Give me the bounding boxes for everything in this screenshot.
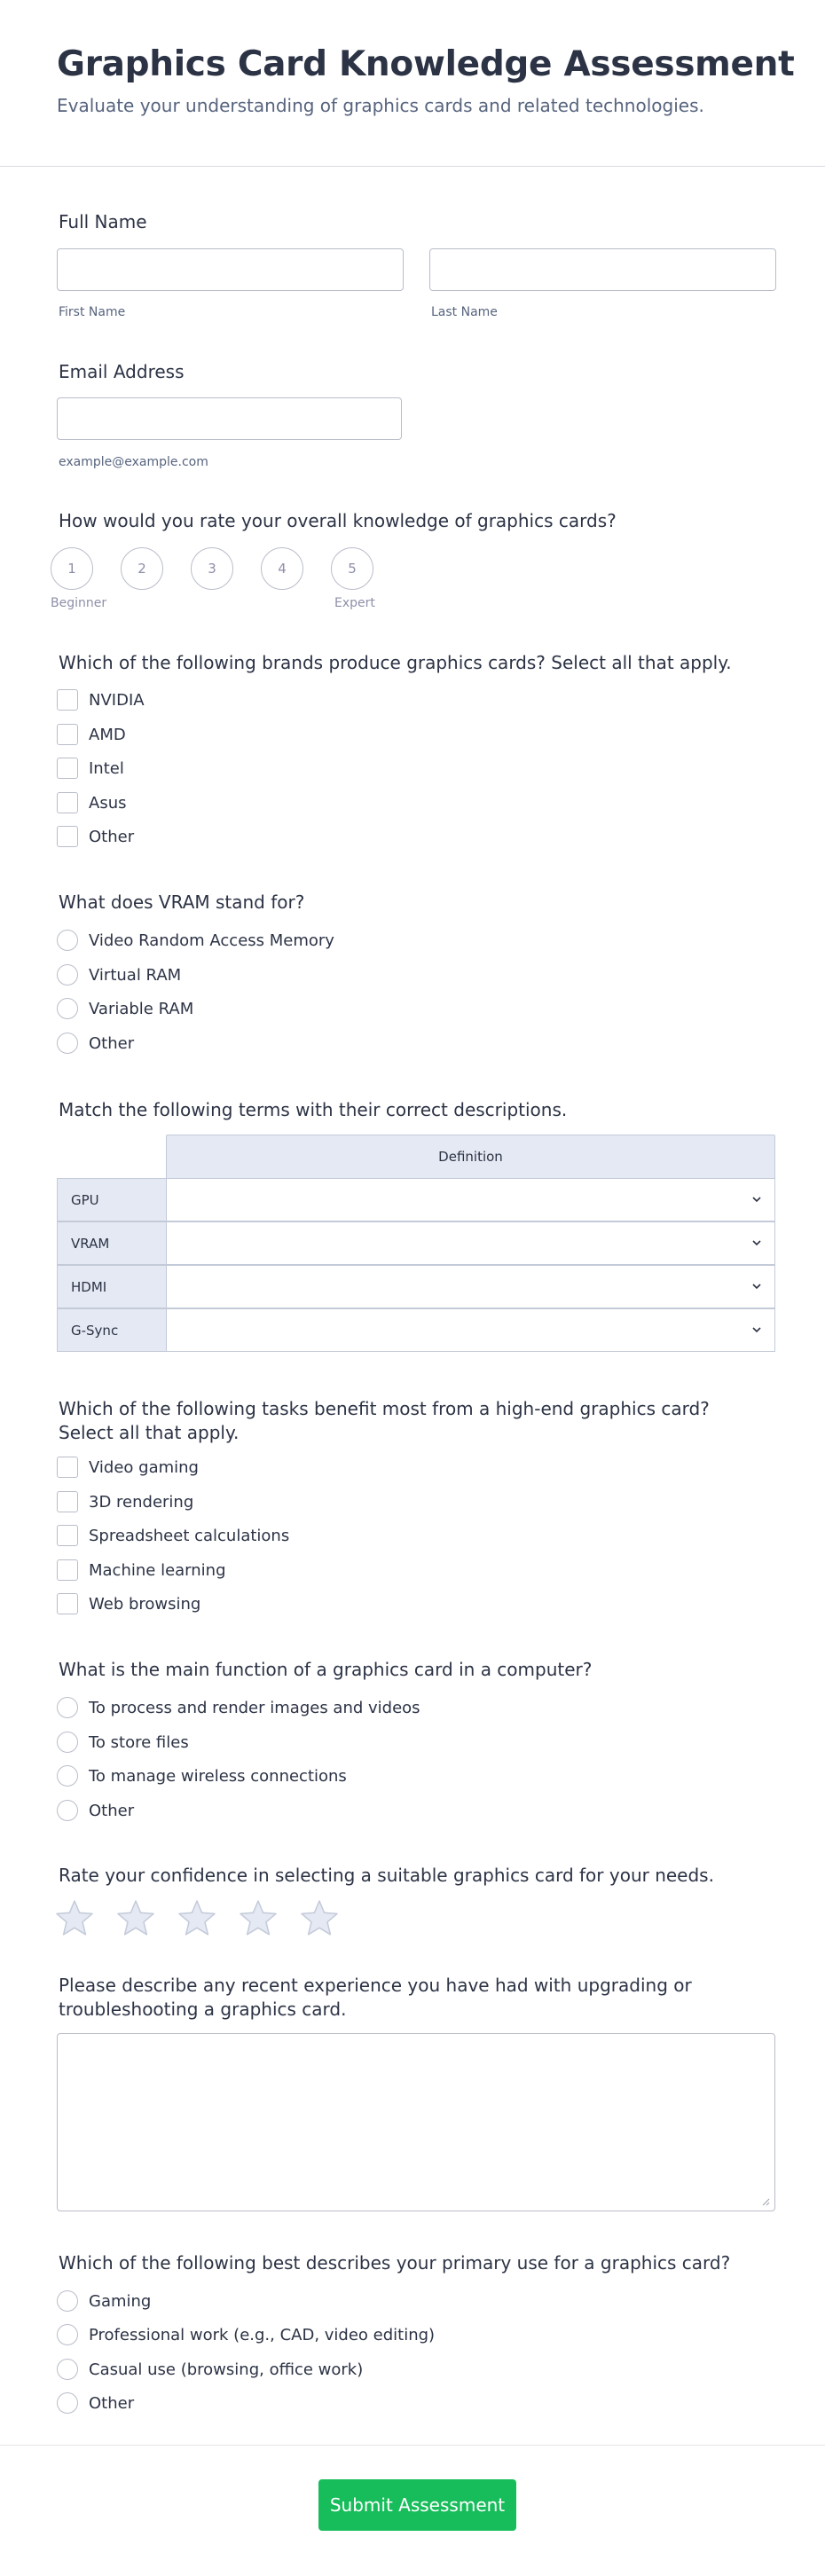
function-option-3[interactable]: To manage wireless connections bbox=[57, 1764, 347, 1787]
radio-button[interactable] bbox=[57, 964, 78, 986]
radio-button[interactable] bbox=[57, 1732, 78, 1753]
vram-option-4[interactable]: Other bbox=[57, 1032, 134, 1055]
experience-question: Please describe any recent experience you have had with upgrading or troubleshooting a graphics card. bbox=[59, 1975, 692, 2020]
tasks-question: Which of the following tasks benefit most from a high-end graphics card? Select all that apply. bbox=[59, 1398, 710, 1443]
matrix-row-label: HDMI bbox=[57, 1265, 167, 1308]
checkbox[interactable] bbox=[57, 1525, 78, 1546]
scale-high-label: Expert bbox=[334, 596, 375, 610]
primary-use-option-3[interactable]: Casual use (browsing, office work) bbox=[57, 2358, 363, 2381]
confidence-question: Rate your confidence in selecting a suitable graphics card for your needs. bbox=[59, 1865, 714, 1886]
radio-button[interactable] bbox=[57, 998, 78, 1019]
primary-use-option-4[interactable]: Other bbox=[57, 2391, 134, 2415]
submit-button[interactable]: Submit Assessment bbox=[318, 2479, 516, 2531]
checkbox[interactable] bbox=[57, 758, 78, 779]
scale-option-4[interactable]: 4 bbox=[261, 547, 303, 590]
matrix-dropdown-gsync[interactable] bbox=[166, 1308, 775, 1352]
checkbox[interactable] bbox=[57, 792, 78, 813]
star-icon[interactable] bbox=[239, 1899, 278, 1936]
scale-option-2[interactable]: 2 bbox=[121, 547, 163, 590]
email-input[interactable] bbox=[57, 397, 402, 440]
radio-button[interactable] bbox=[57, 2324, 78, 2345]
checkbox[interactable] bbox=[57, 826, 78, 847]
last-name-sublabel: Last Name bbox=[431, 305, 498, 319]
radio-button[interactable] bbox=[57, 1800, 78, 1821]
checkbox[interactable] bbox=[57, 1559, 78, 1581]
chevron-down-icon bbox=[750, 1192, 764, 1206]
brand-option-intel[interactable]: Intel bbox=[57, 757, 124, 780]
vram-option-1[interactable]: Video Random Access Memory bbox=[57, 929, 334, 952]
matrix-dropdown-hdmi[interactable] bbox=[166, 1265, 775, 1308]
radio-button[interactable] bbox=[57, 2359, 78, 2380]
radio-button[interactable] bbox=[57, 1697, 78, 1718]
footer-divider bbox=[0, 2445, 825, 2446]
matrix-question: Match the following terms with their correct descriptions. bbox=[59, 1099, 568, 1120]
function-option-2[interactable]: To store files bbox=[57, 1731, 189, 1754]
matrix-row-gpu bbox=[57, 1178, 775, 1221]
function-option-1[interactable]: To process and render images and videos bbox=[57, 1696, 420, 1719]
task-option-gaming[interactable]: Video gaming bbox=[57, 1456, 199, 1479]
radio-button[interactable] bbox=[57, 1765, 78, 1787]
function-option-4[interactable]: Other bbox=[57, 1799, 134, 1822]
brand-option-asus[interactable]: Asus bbox=[57, 791, 126, 814]
scale-option-1[interactable]: 1 bbox=[51, 547, 93, 590]
brand-option-amd[interactable]: AMD bbox=[57, 723, 126, 746]
scale-option-5[interactable]: 5 bbox=[331, 547, 373, 590]
resize-handle-icon[interactable] bbox=[761, 2197, 770, 2206]
matrix-row-label: G-Sync bbox=[57, 1308, 167, 1352]
brand-option-nvidia[interactable]: NVIDIA bbox=[57, 688, 145, 711]
task-option-browsing[interactable]: Web browsing bbox=[57, 1592, 200, 1615]
matrix-dropdown-gpu[interactable] bbox=[166, 1178, 775, 1221]
task-option-3d[interactable]: 3D rendering bbox=[57, 1490, 193, 1513]
matrix-column-header: Definition bbox=[166, 1135, 775, 1179]
page-title: Graphics Card Knowledge Assessment bbox=[57, 44, 795, 84]
checkbox[interactable] bbox=[57, 724, 78, 745]
radio-button[interactable] bbox=[57, 2392, 78, 2414]
matrix-row-label: VRAM bbox=[57, 1221, 167, 1265]
function-question: What is the main function of a graphics card in a computer? bbox=[59, 1659, 593, 1680]
checkbox[interactable] bbox=[57, 1457, 78, 1478]
radio-button[interactable] bbox=[57, 2290, 78, 2312]
form-header bbox=[0, 0, 825, 167]
checkbox[interactable] bbox=[57, 1593, 78, 1614]
primary-use-option-1[interactable]: Gaming bbox=[57, 2289, 151, 2313]
task-option-ml[interactable]: Machine learning bbox=[57, 1559, 226, 1582]
email-label: Email Address bbox=[59, 361, 185, 382]
experience-textarea[interactable] bbox=[57, 2033, 775, 2211]
scale-option-3[interactable]: 3 bbox=[191, 547, 233, 590]
matrix-row-vram bbox=[57, 1221, 775, 1265]
vram-option-2[interactable]: Virtual RAM bbox=[57, 963, 181, 986]
matrix-row-hdmi bbox=[57, 1265, 775, 1308]
last-name-input[interactable] bbox=[429, 248, 776, 291]
brands-question: Which of the following brands produce graphics cards? Select all that apply. bbox=[59, 652, 732, 673]
full-name-label: Full Name bbox=[59, 211, 147, 232]
vram-option-3[interactable]: Variable RAM bbox=[57, 997, 193, 1020]
star-icon[interactable] bbox=[55, 1899, 94, 1936]
matrix-row-gsync bbox=[57, 1308, 775, 1352]
first-name-sublabel: First Name bbox=[59, 305, 126, 319]
radio-button[interactable] bbox=[57, 1033, 78, 1054]
primary-use-option-2[interactable]: Professional work (e.g., CAD, video editing) bbox=[57, 2323, 435, 2346]
chevron-down-icon bbox=[750, 1323, 764, 1337]
chevron-down-icon bbox=[750, 1279, 764, 1293]
matrix-dropdown-vram[interactable] bbox=[166, 1221, 775, 1265]
star-icon[interactable] bbox=[116, 1899, 155, 1936]
page-subtitle: Evaluate your understanding of graphics cards and related technologies. bbox=[57, 95, 704, 116]
first-name-input[interactable] bbox=[57, 248, 404, 291]
star-icon[interactable] bbox=[300, 1899, 339, 1936]
star-icon[interactable] bbox=[177, 1899, 216, 1936]
primary-use-question: Which of the following best describes your primary use for a graphics card? bbox=[59, 2252, 731, 2274]
checkbox[interactable] bbox=[57, 1491, 78, 1512]
scale-low-label: Beginner bbox=[51, 596, 107, 610]
vram-question: What does VRAM stand for? bbox=[59, 891, 305, 913]
radio-button[interactable] bbox=[57, 930, 78, 951]
email-sublabel: example@example.com bbox=[59, 455, 208, 469]
task-option-spreadsheet[interactable]: Spreadsheet calculations bbox=[57, 1524, 289, 1547]
chevron-down-icon bbox=[750, 1236, 764, 1250]
matrix-row-label: GPU bbox=[57, 1178, 167, 1221]
knowledge-question: How would you rate your overall knowledge of graphics cards? bbox=[59, 510, 617, 531]
brand-option-other[interactable]: Other bbox=[57, 825, 134, 848]
checkbox[interactable] bbox=[57, 689, 78, 711]
